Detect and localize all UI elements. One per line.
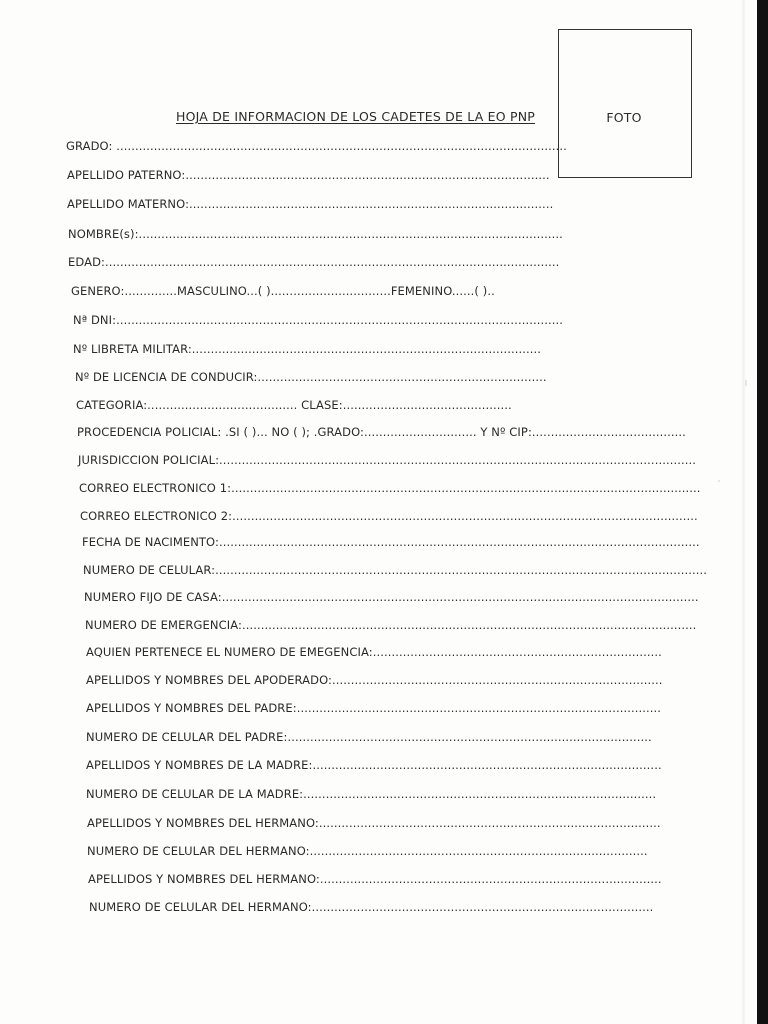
field-correo-1[interactable]: CORREO ELECTRONICO 1:............................................................................................................................. <box>79 481 701 495</box>
document-title: HOJA DE INFORMACION DE LOS CADETES DE LA EO PNP <box>176 109 535 124</box>
scan-edge <box>757 0 768 1024</box>
field-libreta-militar[interactable]: Nº LIBRETA MILITAR:............................................................................................. <box>73 342 542 356</box>
field-edad[interactable]: EDAD:......................................................................................................................... <box>68 255 560 269</box>
scan-shadow <box>741 0 746 1024</box>
field-celular-hermano-1[interactable]: NUMERO DE CELULAR DEL HERMANO:.......................................................................................... <box>87 844 648 858</box>
field-grado[interactable]: GRADO: ........................................................................................................................ <box>66 139 567 153</box>
scan-speck <box>718 480 720 482</box>
field-celular-hermano-2[interactable]: NUMERO DE CELULAR DEL HERMANO:........................................................................................... <box>89 900 654 914</box>
field-numero-celular[interactable]: NUMERO DE CELULAR:................................................................................................................................... <box>83 563 708 577</box>
photo-box <box>558 29 692 178</box>
field-numero-fijo[interactable]: NUMERO FIJO DE CASA:............................................................................................................................... <box>84 590 699 604</box>
field-numero-emergencia[interactable]: NUMERO DE EMERGENCIA:......................................................................................................................... <box>85 618 697 632</box>
field-apellido-paterno[interactable]: APELLIDO PATERNO:................................................................................................. <box>67 168 550 182</box>
field-celular-padre[interactable]: NUMERO DE CELULAR DEL PADRE:................................................................................................. <box>86 730 652 744</box>
scan-speck <box>745 380 747 386</box>
field-genero[interactable]: GENERO:..............MASCULINO...( )................................FEMENINO......( ).. <box>71 284 495 298</box>
field-dni[interactable]: Nª DNI:....................................................................................................................... <box>73 313 564 327</box>
field-quien-numero-emergencia[interactable]: AQUIEN PERTENECE EL NUMERO DE EMEGENCIA:............................................................................. <box>86 645 662 659</box>
field-jurisdiccion-policial[interactable]: JURISDICCION POLICIAL:............................................................................................................................... <box>78 453 697 467</box>
field-correo-2[interactable]: CORREO ELECTRONICO 2:............................................................................................................................ <box>80 509 698 523</box>
field-padre[interactable]: APELLIDOS Y NOMBRES DEL PADRE:................................................................................................. <box>86 701 662 715</box>
field-licencia-conducir[interactable]: Nº DE LICENCIA DE CONDUCIR:............................................................................. <box>75 370 547 384</box>
field-categoria-clase[interactable]: CATEGORIA:........................................ CLASE:............................................. <box>76 398 512 412</box>
field-celular-madre[interactable]: NUMERO DE CELULAR DE LA MADRE:.............................................................................................. <box>86 787 657 801</box>
field-procedencia-policial[interactable]: PROCEDENCIA POLICIAL: .SI ( )... NO ( ); .GRADO:.............................. Y Nº CIP:......................................... <box>77 425 686 439</box>
field-hermano-1[interactable]: APELLIDOS Y NOMBRES DEL HERMANO:........................................................................................... <box>87 816 661 830</box>
field-apellido-materno[interactable]: APELLIDO MATERNO:................................................................................................. <box>67 197 554 211</box>
field-apoderado[interactable]: APELLIDOS Y NOMBRES DEL APODERADO:........................................................................................ <box>86 673 663 687</box>
field-fecha-nacimiento[interactable]: FECHA DE NACIMENTO:................................................................................................................................ <box>82 535 700 549</box>
field-nombres[interactable]: NOMBRE(s):................................................................................................................. <box>68 227 563 241</box>
field-madre[interactable]: APELLIDOS Y NOMBRES DE LA MADRE:............................................................................................. <box>86 758 662 772</box>
field-hermano-2[interactable]: APELLIDOS Y NOMBRES DEL HERMANO:........................................................................................... <box>88 872 662 886</box>
photo-label: FOTO <box>606 110 642 125</box>
